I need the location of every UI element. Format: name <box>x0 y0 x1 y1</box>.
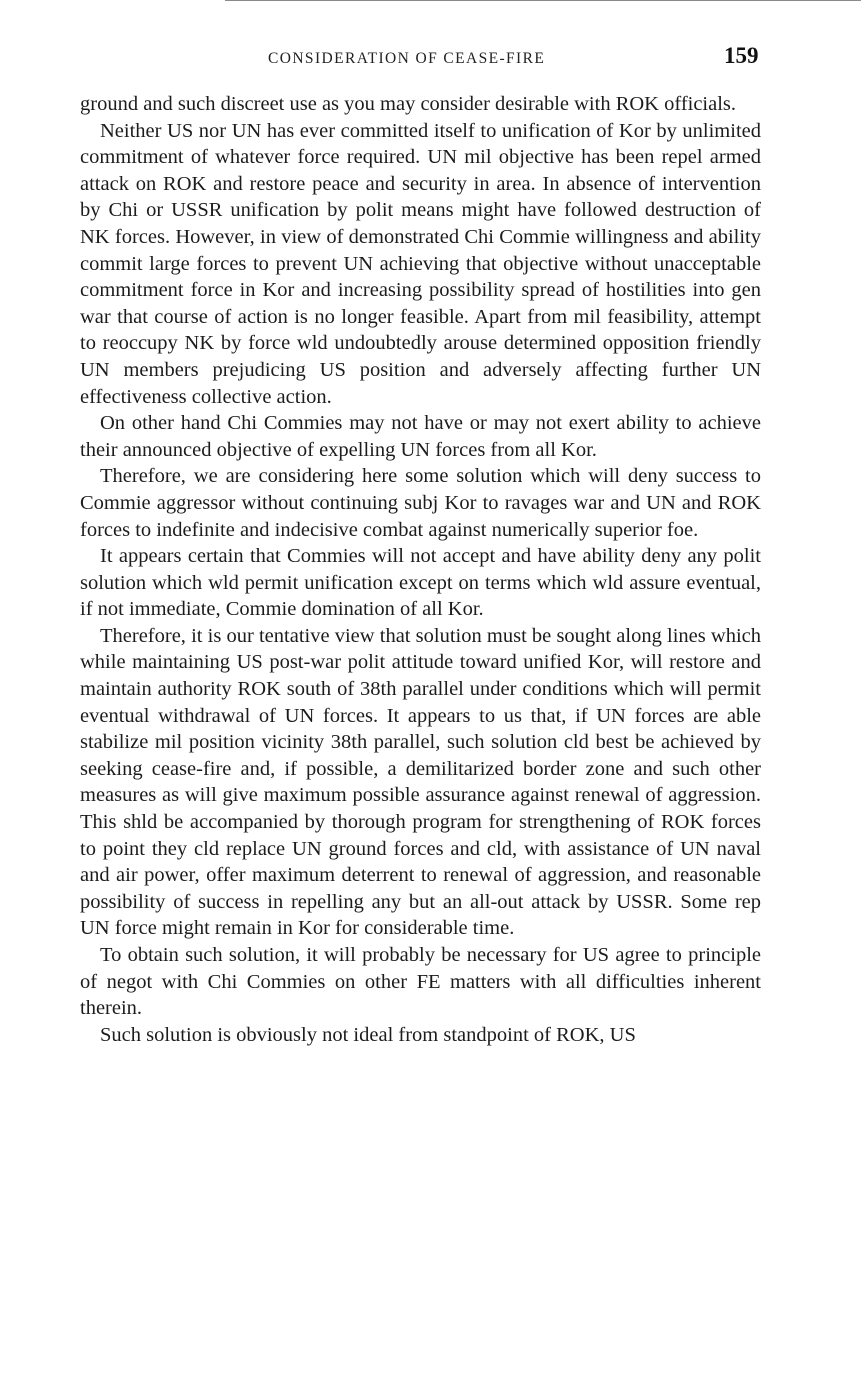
running-head <box>0 40 861 76</box>
paragraph-tentative-view: Therefore, it is our tentative view that solution must be sought along lines which while maintaining US post-war polit attitude toward unified Kor, will restore and maintain authority ROK south of 38th parallel under conditions which will permit eventual withdrawal of UN forces. It appears to us that, if UN forces are able stabilize mil position vicinity 38th parallel, such solution cld best be achieved by seeking cease-fire and, if possible, a demilitarized border zone and such other measures as will give maximum possible assurance against renewal of aggression. This shld be accompanied by thorough program for strengthening of ROK forces to point they cld replace UN ground forces and cld, with assistance of UN naval and air power, offer maximum deterrent to renewal of aggression, and reasonable possibility of success in repelling any but an all-out attack by USSR. Some rep UN force might remain in Kor for considerable time. <box>80 624 761 940</box>
paragraph-negotiation: To obtain such solution, it will probably be necessary for US agree to principle of negot with Chi Commies on other FE matters with all difficulties inherent therein. <box>80 944 761 1020</box>
running-title: CONSIDERATION OF CEASE-FIRE <box>268 50 546 67</box>
paragraph-continued: ground and such discreet use as you may consider desirable with ROK officials. <box>80 93 737 115</box>
paragraph-unification-commitment: Neither US nor UN has ever committed itself to unification of Kor by unlimited commitment of whatever force required. UN mil objective has been repel armed attack on ROK and restore peace and security in area. In absence of intervention by Chi or USSR unification by polit means might have followed destruction of NK forces. However, in view of demonstrated Chi Commie willingness and ability commit large forces to prevent UN achieving that objective without unacceptable commitment force in Kor and increasing possibility spread of hostilities into gen war that course of action is no longer feasible. Apart from mil feasibility, attempt to reoccupy NK by force wld undoubtedly arouse determined opposition friendly UN members prejudicing US position and adversely affecting further UN effectiveness collective action. <box>80 119 761 408</box>
paragraph-polit-solution: It appears certain that Commies will not accept and have ability deny any polit solution which wld permit unification except on terms which wld assure eventual, if not immediate, Commie domination of all Kor. <box>80 545 761 621</box>
top-rule <box>225 0 861 1</box>
paragraph-chi-commie-ability: On other hand Chi Commies may not have or may not exert ability to achieve their announced objective of expelling UN forces from all Kor. <box>80 412 761 461</box>
body-text <box>80 91 761 1048</box>
page-number: 159 <box>724 43 759 68</box>
paragraph-considering-solution: Therefore, we are considering here some solution which will deny success to Commie aggressor without continuing subj Kor to ravages war and UN and ROK forces to indefinite and indecisive combat against numerically superior foe. <box>80 465 761 541</box>
paragraph-not-ideal: Such solution is obviously not ideal from standpoint of ROK, US <box>100 1023 636 1046</box>
